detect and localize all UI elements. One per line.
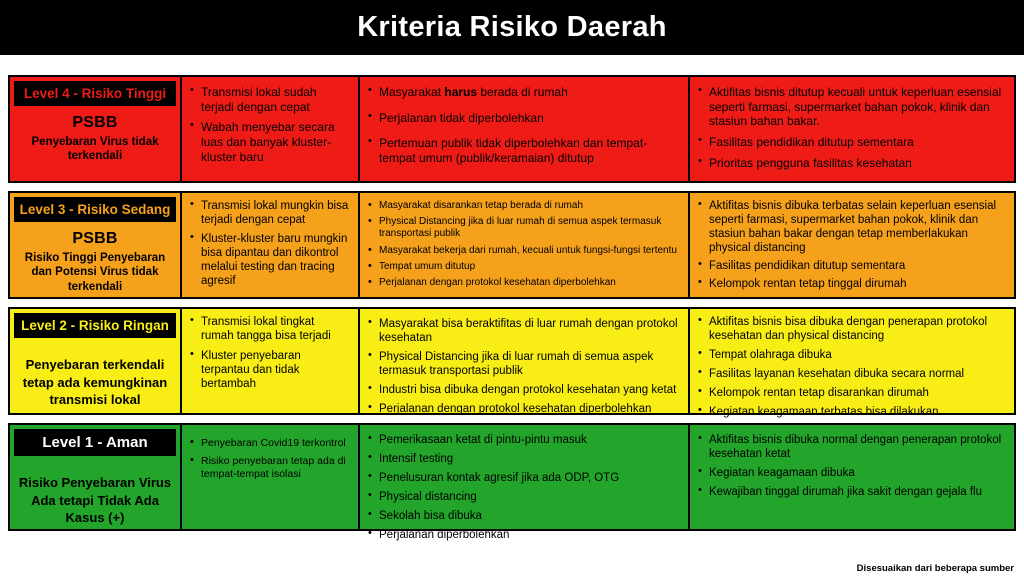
list-item: • Masyarakat harus berada di rumah (368, 85, 680, 100)
level-4-society-list (368, 85, 680, 166)
level-3-policy: PSBB (72, 230, 118, 247)
list-item: • Tempat umum ditutup (368, 261, 680, 273)
list-item: • Pemerikasaan ketat di pintu-pintu masuk (368, 433, 680, 447)
list-item: • Masyarakat bekerja dari rumah, kecuali untuk fungsi-fungsi tertentu (368, 245, 680, 257)
level-2-transmission-cell (182, 309, 360, 413)
level-1-transmission-list (190, 437, 350, 480)
list-item: • Penelusuran kontak agresif jika ada ODP, OTG (368, 471, 680, 485)
list-item: • Kluster penyebaran terpantau dan tidak bertambah (190, 349, 350, 391)
list-item: • Kelompok rentan tetap tinggal dirumah (698, 277, 1006, 291)
level-3-society-list (368, 200, 680, 289)
level-3-heading: Level 3 - Risiko Sedang (14, 197, 176, 222)
list-item: • Physical distancing (368, 490, 680, 504)
level-1-heading: Level 1 - Aman (14, 429, 176, 456)
level-1-society-cell (360, 425, 690, 542)
list-item: • Physical Distancing jika di luar rumah di semua aspek termasuk transportasi publik (368, 216, 680, 240)
level-4-body (14, 108, 176, 166)
level-1-business-cell (690, 425, 1014, 529)
level-2-society-cell (360, 309, 690, 416)
list-item: • Kelompok rentan tetap disarankan dirumah (698, 386, 1006, 400)
level-3-business-cell (690, 193, 1014, 297)
level-row-2 (8, 307, 1016, 419)
list-item: • Masyarakat disarankan tetap berada di rumah (368, 200, 680, 212)
level-4-society-cell (360, 77, 690, 181)
list-item: • Intensif testing (368, 452, 680, 466)
list-item: • Aktifitas bisnis dibuka terbatas selain keperluan esensial seperti farmasi, supermarket bahan pokok, klinik dan stasiun bahan bakar dengan tetap memberlakukan physical distancing (698, 199, 1006, 255)
level-3-transmission-list (190, 199, 350, 288)
level-4-transmission-list (190, 85, 350, 164)
level-1-transmission-cell (182, 425, 360, 529)
level-2-society-list (368, 317, 680, 416)
list-item: • Industri bisa dibuka dengan protokol kesehatan yang ketat (368, 383, 680, 397)
list-item: • Physical Distancing jika di luar rumah di semua aspek termasuk transportasi publik (368, 350, 680, 378)
title-bar (0, 0, 1024, 55)
list-item: • Kluster-kluster baru mungkin bisa dipantau dan dikontrol melalui testing dan tracing agresif (190, 232, 350, 288)
level-4-description: Penyebaran Virus tidak terkendali (31, 136, 159, 163)
list-item: • Perjalanan dengan protokol kesehatan diperbolehkan (368, 402, 680, 416)
level-row-4 (8, 75, 1016, 183)
level-4-transmission-cell (182, 77, 360, 181)
level-1-body (14, 458, 176, 529)
level-4-policy: PSBB (72, 114, 118, 131)
level-row-3 (8, 191, 1016, 299)
level-1-summary-cell (10, 425, 182, 529)
list-item: • Kewajiban tinggal dirumah jika sakit dengan gejala flu (698, 485, 1006, 499)
page-title: Kriteria Risiko Daerah (357, 11, 667, 43)
level-1-business-list (698, 433, 1006, 499)
level-3-description: Risiko Tinggi Penyebaran dan Potensi Virus tidak terkendali (24, 252, 166, 293)
list-item: • Pertemuan publik tidak diperbolehkan dan tempat-tempat umum (publik/keramaian) ditutup (368, 136, 680, 165)
list-item: • Penyebaran Covid19 terkontrol (190, 437, 350, 450)
list-item: • Fasilitas pendidikan ditutup sementara (698, 259, 1006, 273)
list-item: • Perjalanan diperbolehkan (368, 528, 680, 542)
level-2-summary-cell (10, 309, 182, 413)
level-2-transmission-list (190, 315, 350, 391)
level-3-society-cell (360, 193, 690, 297)
level-1-society-list (368, 433, 680, 542)
level-3-body (14, 224, 176, 296)
list-item: • Aktifitas bisnis dibuka normal dengan penerapan protokol kesehatan ketat (698, 433, 1006, 461)
source-note: Disesuaikan dari beberapa sumber (856, 563, 1014, 574)
level-4-summary-cell (10, 77, 182, 181)
list-item: • Fasilitas pendidikan ditutup sementara (698, 135, 1006, 150)
level-row-1 (8, 423, 1016, 542)
list-item: • Prioritas pengguna fasilitas kesehatan (698, 156, 1006, 171)
list-item: • Perjalanan tidak diperbolehkan (368, 111, 680, 126)
list-item: • Tempat olahraga dibuka (698, 348, 1006, 362)
list-item: • Transmisi lokal mungkin bisa terjadi dengan cepat (190, 199, 350, 227)
list-item: • Fasilitas layanan kesehatan dibuka secara normal (698, 367, 1006, 381)
list-item: • Aktifitas bisnis ditutup kecuali untuk keperluan esensial seperti farmasi, supermarket bahan pokok, klinik dan stasiun bahan bakar. (698, 85, 1006, 129)
list-item: • Aktifitas bisnis bisa dibuka dengan penerapan protokol kesehatan dan physical distancing (698, 315, 1006, 343)
list-item: • Wabah menyebar secara luas dan banyak kluster-kluster baru (190, 120, 350, 164)
level-4-business-list (698, 85, 1006, 170)
level-2-heading: Level 2 - Risiko Ringan (14, 313, 176, 338)
level-4-heading: Level 4 - Risiko Tinggi (14, 81, 176, 106)
list-item: • Masyarakat bisa beraktifitas di luar rumah dengan protokol kesehatan (368, 317, 680, 345)
list-item: • Sekolah bisa dibuka (368, 509, 680, 523)
level-2-description: Penyebaran terkendali tetap ada kemungkinan transmisi lokal (22, 357, 168, 408)
level-3-summary-cell (10, 193, 182, 297)
list-item: • Kegiatan keagamaan dibuka (698, 466, 1006, 480)
list-item: • Transmisi lokal sudah terjadi dengan cepat (190, 85, 350, 114)
level-2-business-cell (690, 309, 1014, 419)
list-item: • Risiko penyebaran tetap ada di tempat-tempat isolasi (190, 455, 350, 481)
level-3-business-list (698, 199, 1006, 291)
list-item: • Perjalanan dengan protokol kesehatan diperbolehkan (368, 277, 680, 289)
list-item: • Transmisi lokal tingkat rumah tangga bisa terjadi (190, 315, 350, 343)
level-2-body (14, 340, 176, 411)
level-1-description: Risiko Penyebaran Virus Ada tetapi Tidak Ada Kasus (+) (18, 475, 172, 526)
level-4-business-cell (690, 77, 1014, 181)
list-item: • Kegiatan keagamaan terbatas bisa dilakukan (698, 405, 1006, 419)
level-3-transmission-cell (182, 193, 360, 297)
level-2-business-list (698, 315, 1006, 419)
